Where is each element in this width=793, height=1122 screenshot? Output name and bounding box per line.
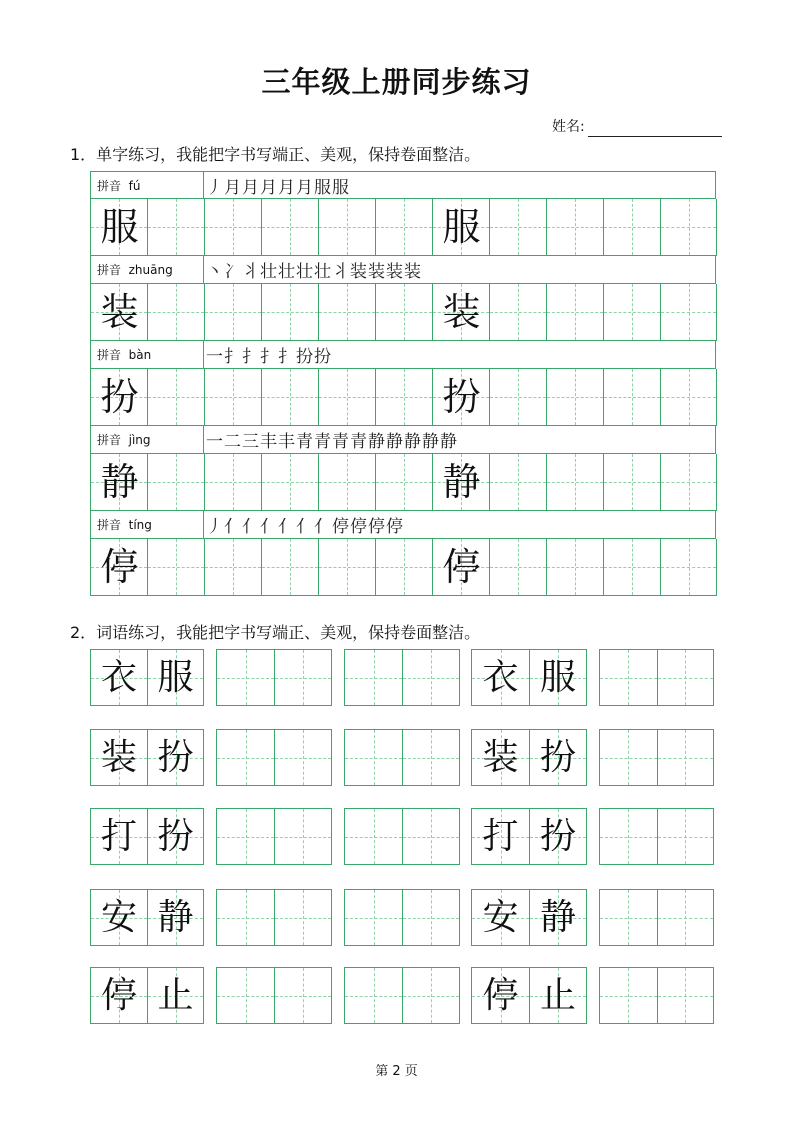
stroke-step: 丰 xyxy=(260,432,277,452)
stroke-step: 二 xyxy=(224,432,241,452)
practice-word-block[interactable] xyxy=(216,729,332,786)
model-char-cell xyxy=(91,890,147,945)
stroke-step: 月 xyxy=(278,178,295,198)
stroke-step: 亻 xyxy=(224,517,241,537)
stroke-step: 月 xyxy=(242,178,259,198)
model-char: 服 xyxy=(442,205,481,249)
stroke-step: 壮 xyxy=(296,262,313,282)
practice-cell[interactable] xyxy=(217,730,274,785)
practice-cell[interactable] xyxy=(600,650,657,705)
stroke-order xyxy=(206,257,421,282)
stroke-order xyxy=(206,342,331,367)
stroke-step: 青 xyxy=(350,432,367,452)
model-char-cell xyxy=(529,890,586,945)
practice-cell[interactable] xyxy=(603,539,660,596)
pinyin-divider xyxy=(203,256,204,283)
practice-cell[interactable] xyxy=(375,539,432,596)
stroke-step: 壮 xyxy=(278,262,295,282)
stroke-step: 亻 xyxy=(260,517,277,537)
model-char-cell xyxy=(432,369,489,426)
practice-cell[interactable] xyxy=(318,369,375,426)
practice-word-block[interactable] xyxy=(344,649,460,706)
pinyin-divider xyxy=(203,172,204,198)
model-word-block xyxy=(471,808,587,865)
practice-cell[interactable] xyxy=(345,809,402,864)
model-char: 打 xyxy=(100,816,137,857)
practice-cell[interactable] xyxy=(274,730,331,785)
practice-cell[interactable] xyxy=(546,369,603,426)
practice-word-block[interactable] xyxy=(599,729,714,786)
pinyin-label: 拼音 fú xyxy=(97,179,141,193)
model-char-cell xyxy=(529,968,586,1023)
practice-cell[interactable] xyxy=(204,284,261,341)
pinyin-label: 拼音 bàn xyxy=(97,348,152,362)
pinyin-divider xyxy=(203,426,204,453)
model-char: 安 xyxy=(482,897,519,938)
practice-cell[interactable] xyxy=(274,809,331,864)
model-char: 静 xyxy=(442,460,481,504)
model-char-cell xyxy=(147,890,203,945)
stroke-step: 一 xyxy=(206,432,223,452)
practice-cell[interactable] xyxy=(489,199,546,256)
writing-box-row xyxy=(90,284,716,341)
section2-instruction: 2．词语练习，我能把字书写端正、美观，保持卷面整洁。 xyxy=(70,623,481,642)
model-char-cell xyxy=(91,968,147,1023)
practice-cell[interactable] xyxy=(345,968,402,1023)
practice-cell[interactable] xyxy=(603,284,660,341)
stroke-step: 一 xyxy=(206,347,223,367)
practice-cell[interactable] xyxy=(546,454,603,511)
stroke-step: 月 xyxy=(224,178,241,198)
stroke-order xyxy=(206,427,457,452)
practice-word-block[interactable] xyxy=(599,967,714,1024)
practice-cell[interactable] xyxy=(546,199,603,256)
practice-cell[interactable] xyxy=(217,968,274,1023)
practice-cell[interactable] xyxy=(318,284,375,341)
model-word-block xyxy=(90,729,204,786)
char-practice-table xyxy=(90,171,716,596)
practice-word-block[interactable] xyxy=(344,967,460,1024)
pinyin-row xyxy=(90,341,716,369)
practice-cell[interactable] xyxy=(261,284,318,341)
practice-cell[interactable] xyxy=(345,890,402,945)
stroke-step: 停 xyxy=(350,517,367,537)
stroke-step: 亻 xyxy=(314,517,331,537)
practice-cell[interactable] xyxy=(375,369,432,426)
model-char: 装 xyxy=(442,290,481,334)
practice-cell[interactable] xyxy=(375,199,432,256)
model-char-cell xyxy=(90,454,147,511)
practice-cell[interactable] xyxy=(657,650,714,705)
writing-box-row xyxy=(90,369,716,426)
practice-word-block[interactable] xyxy=(216,967,332,1024)
stroke-step: 扌 xyxy=(278,347,295,367)
practice-cell[interactable] xyxy=(217,650,274,705)
model-word-block xyxy=(471,889,587,946)
practice-cell[interactable] xyxy=(660,454,717,511)
model-char-cell xyxy=(90,369,147,426)
pinyin-row xyxy=(90,256,716,284)
practice-word-block[interactable] xyxy=(216,808,332,865)
model-char: 止 xyxy=(157,975,194,1016)
pinyin-divider xyxy=(203,341,204,368)
model-char: 装 xyxy=(100,290,139,334)
stroke-step: 装 xyxy=(404,262,421,282)
stroke-step: 装 xyxy=(350,262,367,282)
stroke-step: 丰 xyxy=(278,432,295,452)
practice-cell[interactable] xyxy=(261,369,318,426)
stroke-step: 装 xyxy=(368,262,385,282)
stroke-step: 扌 xyxy=(242,347,259,367)
practice-cell[interactable] xyxy=(147,369,204,426)
model-char: 静 xyxy=(157,897,194,938)
model-char: 扮 xyxy=(539,816,576,857)
page-number: 第 2 页 xyxy=(375,1064,418,1079)
practice-cell[interactable] xyxy=(217,890,274,945)
model-char: 静 xyxy=(100,460,139,504)
model-char-cell xyxy=(432,284,489,341)
model-char: 扮 xyxy=(442,375,481,419)
model-char: 服 xyxy=(157,657,194,698)
pinyin-label: 拼音 zhuāng xyxy=(97,263,173,277)
stroke-step: 静 xyxy=(386,432,403,452)
stroke-step: 壮 xyxy=(260,262,277,282)
model-char-cell xyxy=(529,650,586,705)
stroke-step: 停 xyxy=(332,517,349,537)
model-char: 扮 xyxy=(100,375,139,419)
model-char-cell xyxy=(90,284,147,341)
practice-cell[interactable] xyxy=(489,284,546,341)
model-char: 衣 xyxy=(482,657,519,698)
model-word-block xyxy=(471,967,587,1024)
stroke-step: 静 xyxy=(422,432,439,452)
stroke-step: 停 xyxy=(368,517,385,537)
pinyin-label: 拼音 tíng xyxy=(97,518,152,532)
practice-cell[interactable] xyxy=(204,454,261,511)
practice-word-block[interactable] xyxy=(599,889,714,946)
practice-cell[interactable] xyxy=(345,650,402,705)
practice-cell[interactable] xyxy=(318,454,375,511)
model-word-block xyxy=(90,649,204,706)
stroke-step: 丶 xyxy=(206,262,223,282)
model-word-block xyxy=(90,889,204,946)
stroke-step: 月 xyxy=(260,178,277,198)
practice-cell[interactable] xyxy=(274,968,331,1023)
practice-cell[interactable] xyxy=(603,454,660,511)
practice-cell[interactable] xyxy=(657,730,714,785)
practice-cell[interactable] xyxy=(261,539,318,596)
stroke-step: 静 xyxy=(440,432,457,452)
practice-cell[interactable] xyxy=(261,199,318,256)
model-char-cell xyxy=(472,809,529,864)
model-char-cell xyxy=(91,650,147,705)
practice-cell[interactable] xyxy=(261,454,318,511)
practice-cell[interactable] xyxy=(204,199,261,256)
stroke-order xyxy=(206,173,349,198)
practice-cell[interactable] xyxy=(660,284,717,341)
practice-cell[interactable] xyxy=(402,890,459,945)
model-word-block xyxy=(471,729,587,786)
practice-cell[interactable] xyxy=(274,890,331,945)
model-char: 安 xyxy=(100,897,137,938)
model-char-cell xyxy=(432,454,489,511)
practice-cell[interactable] xyxy=(546,539,603,596)
stroke-step: 扌 xyxy=(224,347,241,367)
model-char-cell xyxy=(147,968,203,1023)
practice-cell[interactable] xyxy=(204,369,261,426)
model-char-cell xyxy=(472,650,529,705)
page-title: 三年级上册同步练习 xyxy=(261,65,532,99)
pinyin-row xyxy=(90,426,716,454)
practice-cell[interactable] xyxy=(489,539,546,596)
practice-word-block[interactable] xyxy=(344,808,460,865)
practice-cell[interactable] xyxy=(402,650,459,705)
practice-word-block[interactable] xyxy=(599,808,714,865)
practice-cell[interactable] xyxy=(603,199,660,256)
model-char-cell xyxy=(147,650,203,705)
practice-cell[interactable] xyxy=(147,284,204,341)
practice-cell[interactable] xyxy=(660,199,717,256)
stroke-step: 青 xyxy=(314,432,331,452)
model-char-cell xyxy=(472,730,529,785)
practice-cell[interactable] xyxy=(375,284,432,341)
model-char: 装 xyxy=(482,737,519,778)
model-char: 停 xyxy=(100,545,139,589)
practice-cell[interactable] xyxy=(402,968,459,1023)
model-char: 服 xyxy=(100,205,139,249)
model-char-cell xyxy=(147,730,203,785)
stroke-step: 扮 xyxy=(296,347,313,367)
model-char: 停 xyxy=(100,975,137,1016)
practice-word-block[interactable] xyxy=(344,889,460,946)
practice-cell[interactable] xyxy=(657,890,714,945)
practice-cell[interactable] xyxy=(657,809,714,864)
practice-cell[interactable] xyxy=(345,730,402,785)
model-char-cell xyxy=(432,199,489,256)
name-field-line[interactable] xyxy=(588,136,722,137)
practice-word-block[interactable] xyxy=(599,649,714,706)
stroke-step: 服 xyxy=(332,178,349,198)
stroke-step: 青 xyxy=(332,432,349,452)
model-word-block xyxy=(90,808,204,865)
practice-cell[interactable] xyxy=(660,369,717,426)
practice-cell[interactable] xyxy=(375,454,432,511)
model-char-cell xyxy=(91,809,147,864)
model-char: 装 xyxy=(100,737,137,778)
practice-cell[interactable] xyxy=(546,284,603,341)
practice-cell[interactable] xyxy=(489,369,546,426)
stroke-step: 丬 xyxy=(242,262,259,282)
practice-cell[interactable] xyxy=(318,539,375,596)
model-char-cell xyxy=(90,199,147,256)
stroke-step: 亻 xyxy=(278,517,295,537)
stroke-step: 服 xyxy=(314,178,331,198)
model-char-cell xyxy=(472,968,529,1023)
stroke-step: 三 xyxy=(242,432,259,452)
stroke-step: 壮 xyxy=(314,262,331,282)
model-char-cell xyxy=(529,809,586,864)
model-char: 扮 xyxy=(157,737,194,778)
stroke-step: 丿 xyxy=(206,178,223,198)
stroke-step: 扌 xyxy=(260,347,277,367)
pinyin-label: 拼音 jìng xyxy=(97,433,151,447)
model-char: 衣 xyxy=(100,657,137,698)
practice-cell[interactable] xyxy=(600,890,657,945)
practice-cell[interactable] xyxy=(147,454,204,511)
model-char: 静 xyxy=(539,897,576,938)
practice-cell[interactable] xyxy=(402,730,459,785)
model-char-cell xyxy=(147,809,203,864)
stroke-step: 静 xyxy=(404,432,421,452)
practice-word-block[interactable] xyxy=(344,729,460,786)
practice-cell[interactable] xyxy=(147,199,204,256)
model-char: 停 xyxy=(442,545,481,589)
practice-word-block[interactable] xyxy=(216,889,332,946)
model-char: 止 xyxy=(539,975,576,1016)
practice-cell[interactable] xyxy=(489,454,546,511)
practice-cell[interactable] xyxy=(147,539,204,596)
model-char-cell xyxy=(529,730,586,785)
stroke-step: 丬 xyxy=(332,262,349,282)
practice-cell[interactable] xyxy=(600,809,657,864)
stroke-step: 亻 xyxy=(296,517,313,537)
model-word-block xyxy=(90,967,204,1024)
practice-cell[interactable] xyxy=(657,968,714,1023)
section1-instruction: 1．单字练习，我能把字书写端正、美观，保持卷面整洁。 xyxy=(70,145,481,164)
model-char: 扮 xyxy=(157,816,194,857)
stroke-step: 冫 xyxy=(224,262,241,282)
pinyin-row xyxy=(90,511,716,539)
pinyin-divider xyxy=(203,511,204,538)
practice-cell[interactable] xyxy=(600,730,657,785)
stroke-step: 月 xyxy=(296,178,313,198)
practice-word-block[interactable] xyxy=(216,649,332,706)
stroke-step: 装 xyxy=(386,262,403,282)
model-char: 停 xyxy=(482,975,519,1016)
stroke-order xyxy=(206,512,403,537)
writing-box-row xyxy=(90,539,716,596)
stroke-step: 静 xyxy=(368,432,385,452)
name-label: 姓名: xyxy=(552,119,585,135)
model-char-cell xyxy=(432,539,489,596)
stroke-step: 青 xyxy=(296,432,313,452)
stroke-step: 丿 xyxy=(206,517,223,537)
writing-box-row xyxy=(90,199,716,256)
practice-cell[interactable] xyxy=(318,199,375,256)
model-char: 扮 xyxy=(539,737,576,778)
model-char: 打 xyxy=(482,816,519,857)
pinyin-row xyxy=(90,171,716,199)
practice-cell[interactable] xyxy=(204,539,261,596)
practice-cell[interactable] xyxy=(660,539,717,596)
practice-cell[interactable] xyxy=(600,968,657,1023)
practice-cell[interactable] xyxy=(402,809,459,864)
model-word-block xyxy=(471,649,587,706)
stroke-step: 亻 xyxy=(242,517,259,537)
stroke-step: 扮 xyxy=(314,347,331,367)
practice-cell[interactable] xyxy=(603,369,660,426)
model-char: 服 xyxy=(539,657,576,698)
practice-cell[interactable] xyxy=(274,650,331,705)
writing-box-row xyxy=(90,454,716,511)
model-char-cell xyxy=(91,730,147,785)
model-char-cell xyxy=(90,539,147,596)
practice-cell[interactable] xyxy=(217,809,274,864)
model-char-cell xyxy=(472,890,529,945)
stroke-step: 停 xyxy=(386,517,403,537)
